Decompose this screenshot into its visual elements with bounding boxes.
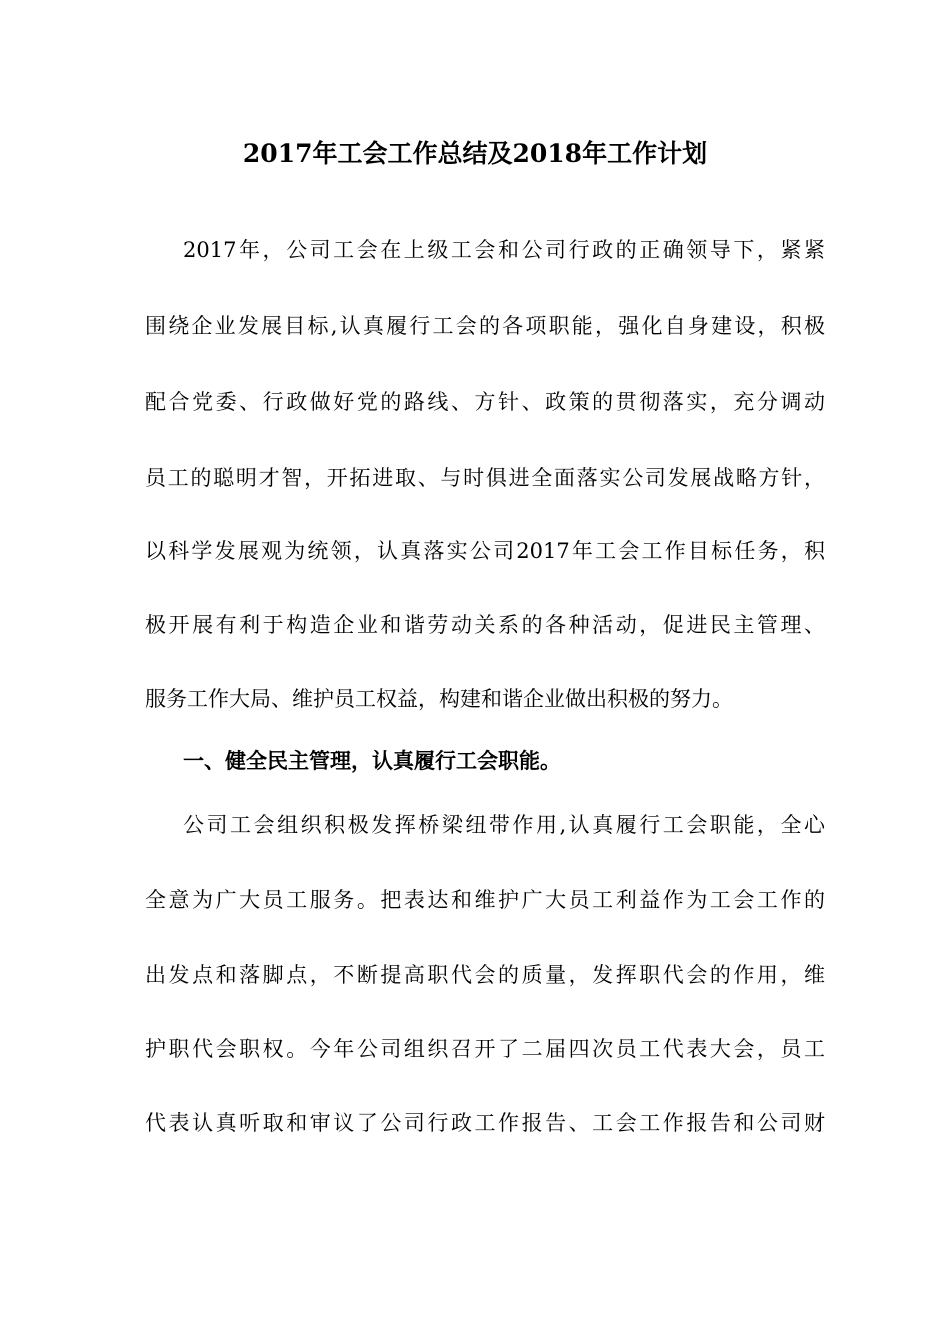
paragraph-line: 员工的聪明才智，开拓进取、与时俱进全面落实公司发展战略方针， [145,466,825,490]
paragraph-line: 护职代会职权。今年公司组织召开了二届四次员工代表大会，员工 [145,1037,825,1061]
document-title: 2017年工会工作总结及2018年工作计划 [242,139,708,168]
paragraph-line: 以科学发展观为统领，认真落实公司2017年工会工作目标任务，积 [145,539,825,563]
paragraph-line: 公司工会组织积极发挥桥梁纽带作用,认真履行工会职能，全心 [183,813,825,837]
paragraph-line: 全意为广大员工服务。把表达和维护广大员工利益作为工会工作的 [145,888,825,912]
paragraph-line: 代表认真听取和审议了公司行政工作报告、工会工作报告和公司财 [145,1111,825,1135]
paragraph-line: 极开展有利于构造企业和谐劳动关系的各种活动，促进民主管理、 [145,613,825,637]
paragraph-line: 配合党委、行政做好党的路线、方针、政策的贯彻落实，充分调动 [145,390,825,414]
section-heading: 一、健全民主管理，认真履行工会职能。 [183,748,561,773]
paragraph-line: 出发点和落脚点，不断提高职代会的质量，发挥职代会的作用，维 [145,963,825,987]
paragraph-line: 服务工作大局、维护员工权益，构建和谐企业做出积极的努力。 [145,687,733,711]
paragraph-line: 2017年，公司工会在上级工会和公司行政的正确领导下，紧紧 [183,238,825,262]
paragraph-line: 围绕企业发展目标,认真履行工会的各项职能，强化自身建设，积极 [145,314,825,338]
